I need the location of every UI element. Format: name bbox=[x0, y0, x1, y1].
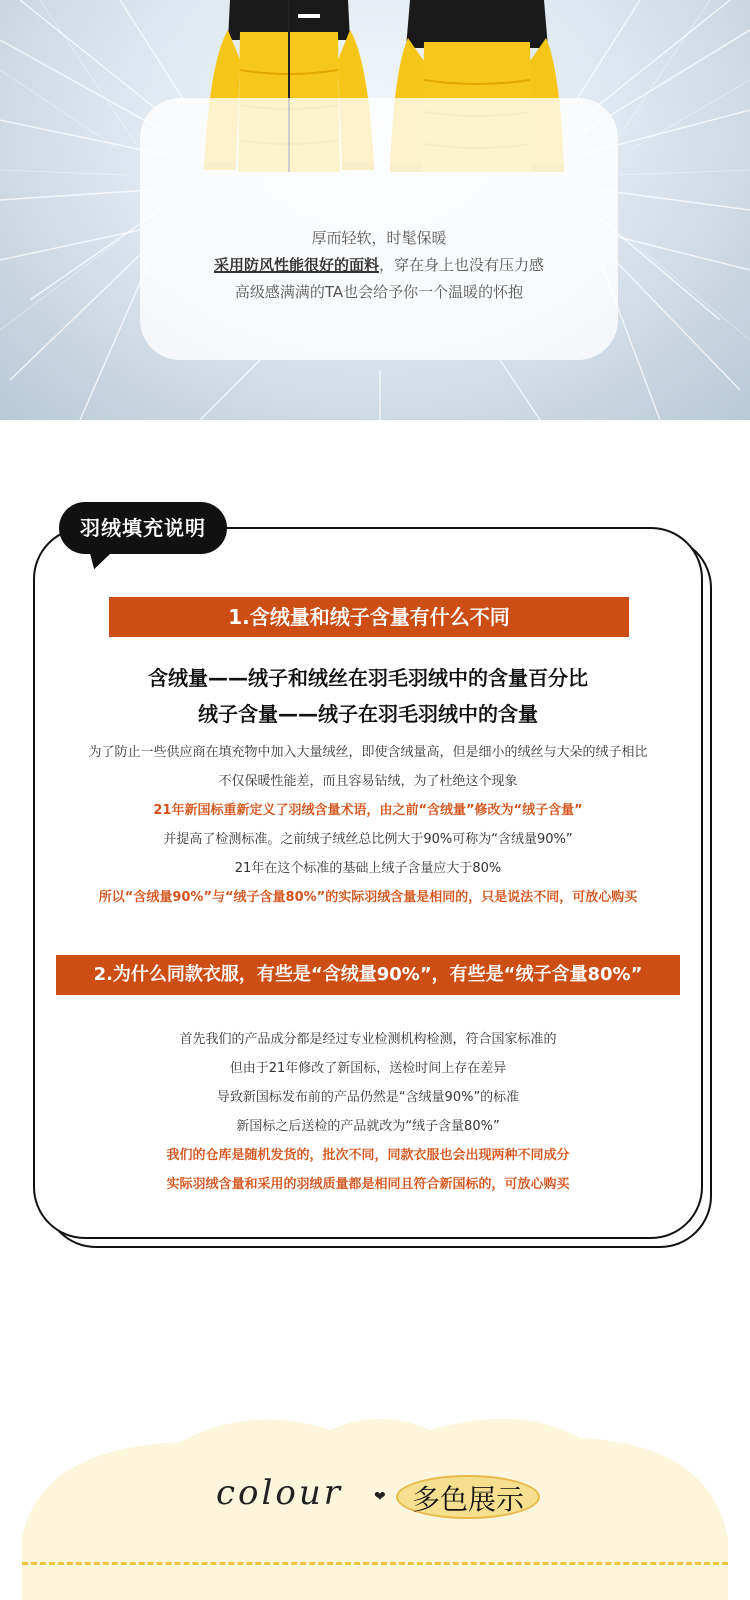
hero-line-2-emphasis: 采用防风性能很好的面料 bbox=[213, 256, 379, 274]
definition-down-content: 含绒量——绒子和绒丝在羽毛羽绒中的含量百分比 bbox=[148, 666, 588, 690]
para2-line: 导致新国标发布前的产品仍然是“含绒量90%”的标准 bbox=[216, 1090, 520, 1105]
definition-down-cluster-content: 绒子含量——绒子在羽毛羽绒中的含量 bbox=[198, 702, 538, 726]
para1-line: 为了防止一些供应商在填充物中加入大量绒丝，即使含绒量高，但是细小的绒丝与大朵的绒子相比 bbox=[88, 745, 648, 760]
section-title-bubble: 羽绒填充说明 bbox=[59, 502, 227, 554]
dashed-divider bbox=[22, 1562, 728, 1565]
colour-script-word: colour bbox=[216, 1473, 344, 1513]
hero-description bbox=[140, 225, 618, 306]
para1-line: 并提高了检测标准。之前绒子绒丝总比例大于90%可称为“含绒量90%” bbox=[163, 832, 573, 847]
para2-highlight-line: 实际羽绒含量和采用的羽绒质量都是相同且符合新国标的，可放心购买 bbox=[166, 1177, 570, 1192]
heart-icon: ❤ bbox=[374, 1489, 386, 1505]
hero-line-1: 厚而轻软，时髦保暖 bbox=[311, 229, 447, 247]
para2-line: 首先我们的产品成分都是经过专业检测机构检测，符合国家标准的 bbox=[179, 1032, 557, 1047]
para1-line: 不仅保暖性能差，而且容易钻绒，为了杜绝这个现象 bbox=[218, 774, 518, 789]
para2-line: 但由于21年修改了新国标，送检时间上存在差异 bbox=[229, 1061, 507, 1076]
explanation-paragraph-1 bbox=[40, 738, 696, 912]
para2-line: 新国标之后送检的产品就改为“绒子含量80%” bbox=[236, 1119, 500, 1134]
para1-highlight-line: 所以“含绒量90%”与“绒子含量80%”的实际羽绒含量是相同的，只是说法不同，可放心购买 bbox=[98, 890, 638, 905]
colour-section-title: 多色展示 bbox=[411, 1483, 524, 1516]
question-1-banner: 1.含绒量和绒子含量有什么不同 bbox=[109, 597, 629, 637]
explanation-paragraph-2 bbox=[40, 1025, 696, 1199]
question-2-banner: 2.为什么同款衣服，有些是“含绒量90%”，有些是“绒子含量80%” bbox=[56, 955, 680, 995]
hero-line-2-rest: ，穿在身上也没有压力感 bbox=[379, 256, 545, 274]
para1-highlight-line: 21年新国标重新定义了羽绒含量术语，由之前“含绒量”修改为“绒子含量” bbox=[153, 803, 583, 818]
para2-highlight-line: 我们的仓库是随机发货的，批次不同，同款衣服也会出现两种不同成分 bbox=[166, 1148, 570, 1163]
hero-line-2 bbox=[140, 252, 618, 279]
hero-line-3: 高级感满满的TA也会给予你一个温暖的怀抱 bbox=[234, 283, 524, 301]
para1-line: 21年在这个标准的基础上绒子含量应大于80% bbox=[234, 861, 502, 876]
hero-product-image bbox=[0, 0, 750, 420]
